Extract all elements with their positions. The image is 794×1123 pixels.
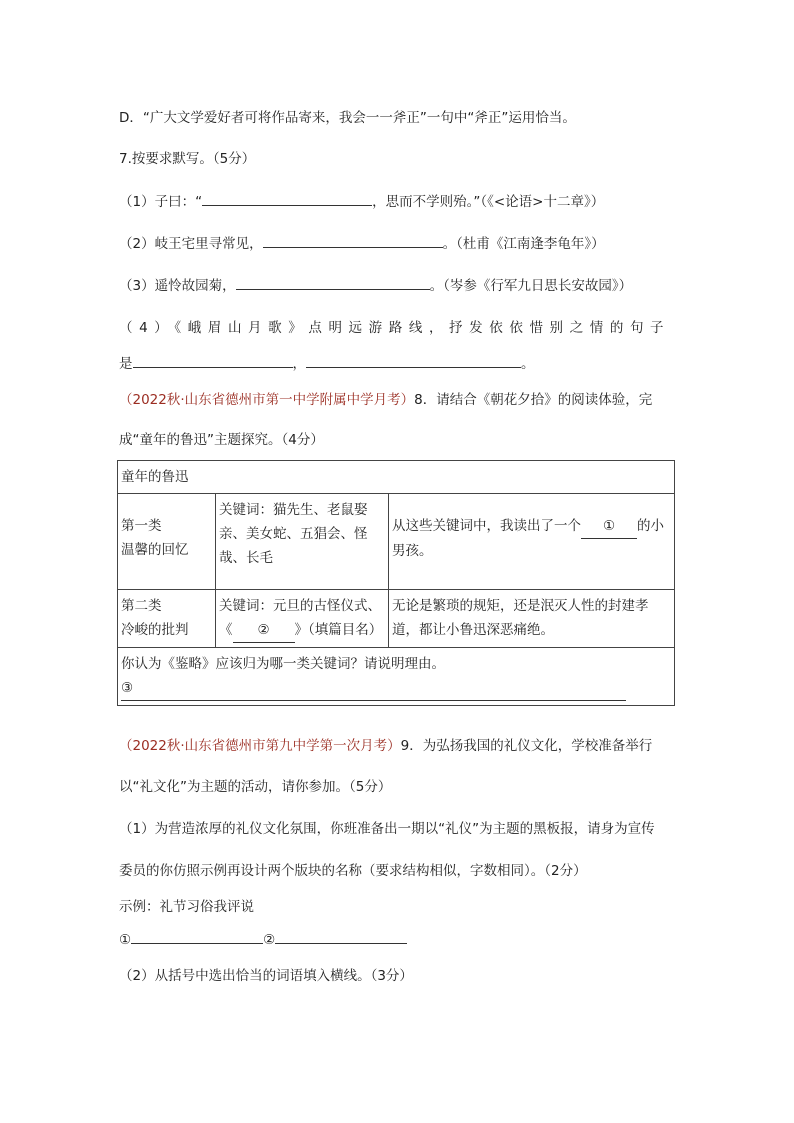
q7-4-blank-2[interactable] [306, 353, 521, 368]
q7-2-blank[interactable] [263, 233, 443, 248]
q7-4-suffix: 。 [521, 356, 535, 372]
q7-item-2 [119, 233, 605, 254]
q9-blank-1[interactable] [131, 929, 263, 944]
q8-text-2: 成“童年的鲁迅”主题探究。（4分） [119, 432, 324, 448]
q7-3-suffix: 。（岑参《行军九日思长安故园》） [429, 278, 633, 294]
q7-title: 7.按要求默写。（5分） [119, 151, 256, 167]
row1-category [118, 494, 216, 590]
row1-keywords: 关键词：猫先生、老鼠娶亲、美女蛇、五猖会、怪哉、长毛 [216, 494, 389, 590]
row2-category [118, 590, 216, 648]
q9-item-1a: （1）为营造浓厚的礼仪文化氛围，你班准备出一期以“礼仪”为主题的黑板报，请身为宣传 [119, 821, 655, 837]
row2-blank-2[interactable]: ② [233, 618, 295, 643]
row2-keywords [216, 590, 389, 648]
row1-answer [389, 494, 675, 590]
row1-cat-a: 第一类 [121, 518, 162, 534]
q9-blank-1-mark: ① [119, 932, 132, 948]
q7-4-mid: ， [292, 356, 306, 372]
q9-heading [119, 736, 652, 756]
q7-3-prefix: （3）遥怜故园菊， [119, 278, 236, 294]
row2-keywords-a: 关键词：元旦的古怪仪式、 [219, 598, 381, 614]
row1-blank-1[interactable]: ① [581, 514, 637, 539]
q9-text: 9．为弘扬我国的礼仪文化，学校准备举行 [400, 738, 653, 754]
q7-4-blank-1[interactable] [133, 353, 293, 368]
row3-mark: ③ [121, 680, 134, 696]
row2-cat-b: 冷峻的批判 [121, 622, 189, 638]
q7-2-prefix: （2）岐王宅里寻常见， [119, 236, 263, 252]
q7-2-suffix: 。（杜甫《江南逢李龟年》） [442, 236, 605, 252]
lu-xun-table [117, 460, 675, 706]
row1-answer-pre: 从这些关键词中，我读出了一个 [392, 518, 581, 534]
table-header: 童年的鲁迅 [118, 461, 675, 494]
row3-question: 你认为《鉴略》应该归为哪一类关键词？请说明理由。 [121, 656, 445, 672]
q9-text-2: 以“礼文化”为主题的活动，请你参加。（5分） [119, 779, 392, 795]
row3-answer-line [121, 676, 671, 701]
q7-item-4-answer [119, 353, 535, 374]
row1-answer-post: 的小男孩。 [392, 518, 664, 559]
q7-1-suffix: ，思而不学则殆。”（《<论语>十二章》） [372, 194, 605, 210]
q7-1-blank[interactable] [202, 191, 372, 206]
q7-1-prefix: （1）子曰：“ [119, 194, 203, 210]
q8-text: 8．请结合《朝花夕拾》的阅读体验，完 [414, 392, 653, 408]
q9-item-1b: 委员的你仿照示例再设计两个版块的名称（要求结构相似，字数相同）。（2分） [119, 863, 587, 879]
row3-blank-3[interactable] [121, 676, 626, 701]
option-d: D．“广大文学爱好者可将作品寄来，我会一一斧正”一句中“斧正”运用恰当。 [119, 110, 576, 126]
q8-source: （2022秋·山东省德州市第一中学附属中学月考） [119, 392, 415, 408]
row2-answer: 无论是繁琐的规矩，还是泯灭人性的封建孝道，都让小鲁迅深恶痛绝。 [389, 590, 675, 648]
q9-source: （2022秋·山东省德州市第九中学第一次月考） [119, 738, 401, 754]
row2-kw-post: 》（填篇目名） [294, 622, 383, 638]
row1-cat-b: 温馨的回忆 [121, 542, 189, 558]
q7-4-prefix: 是 [119, 356, 133, 372]
row3-question-cell [118, 648, 675, 706]
q7-item-1 [119, 191, 604, 212]
row2-cat-a: 第二类 [121, 598, 162, 614]
q8-heading [119, 390, 652, 410]
q9-blank-2[interactable] [275, 929, 407, 944]
q9-example: 示例：礼节习俗我评说 [119, 899, 254, 915]
q7-3-blank[interactable] [236, 275, 430, 290]
row2-keywords-b [219, 618, 385, 643]
q7-item-3 [119, 275, 632, 296]
q9-blanks [119, 929, 407, 950]
q9-blank-2-mark: ② [263, 932, 276, 948]
q7-item-4: （4）《峨眉山月歌》点明远游路线，抒发依依惜别之情的句子 [119, 320, 671, 336]
row2-kw-pre: 《 [219, 622, 233, 638]
q9-item-2: （2）从括号中选出恰当的词语填入横线。（3分） [119, 968, 413, 984]
